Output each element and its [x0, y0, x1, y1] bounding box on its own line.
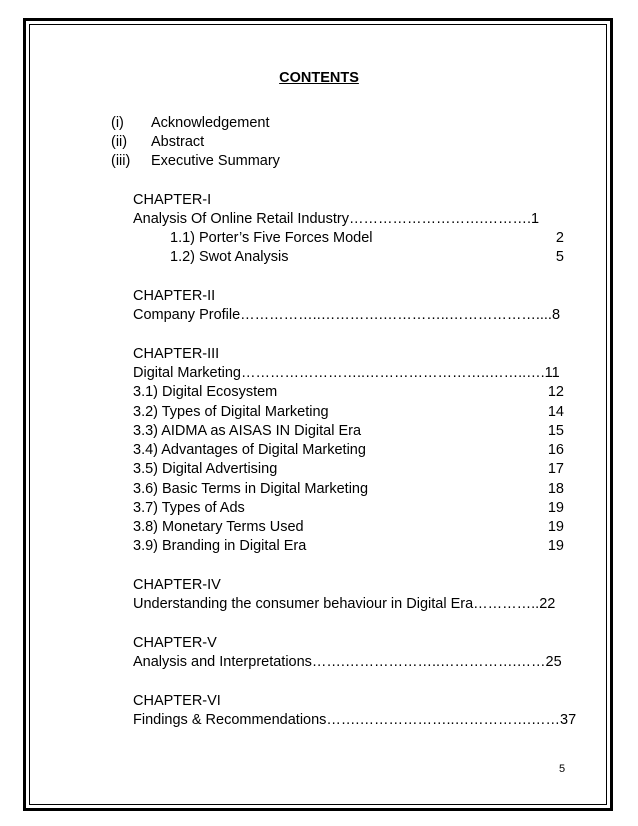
chapter-title: Analysis Of Online Retail Industry……………………….……….1 — [133, 211, 540, 227]
chapter-heading: CHAPTER-II — [133, 288, 216, 304]
front-matter-label: Abstract — [151, 134, 205, 150]
chapter-heading: CHAPTER-IV — [133, 577, 221, 593]
chapter-heading: CHAPTER-V — [133, 635, 217, 651]
section-page: 15 — [547, 423, 564, 439]
section-label: 3.3) AIDMA as AISAS IN Digital Era — [133, 423, 362, 439]
chapter-heading: CHAPTER-VI — [133, 693, 221, 709]
chapter-title: Analysis and Interpretations…….………………..…………….……25 — [133, 654, 562, 670]
page-title: CONTENTS — [279, 70, 359, 86]
section-label: 3.5) Digital Advertising — [133, 461, 278, 477]
front-matter-label: Executive Summary — [151, 153, 280, 169]
section-label: 3.8) Monetary Terms Used — [133, 519, 304, 535]
section-label: 3.4) Advantages of Digital Marketing — [133, 442, 366, 458]
section-label: 3.7) Types of Ads — [133, 500, 245, 516]
section-page: 5 — [555, 249, 564, 265]
section-label: 1.1) Porter’s Five Forces Model — [170, 230, 373, 246]
section-page: 16 — [547, 442, 564, 458]
section-label: 3.1) Digital Ecosystem — [133, 384, 278, 400]
section-page: 2 — [555, 230, 564, 246]
chapter-heading: CHAPTER-III — [133, 346, 220, 362]
front-matter-label: Acknowledgement — [151, 115, 270, 131]
chapter-title: Understanding the consumer behaviour in Digital Era…………..22 — [133, 596, 556, 612]
front-matter-num: (iii) — [111, 153, 131, 169]
chapter-heading: CHAPTER-I — [133, 192, 212, 208]
page-number: 5 — [559, 763, 566, 775]
front-matter-num: (ii) — [111, 134, 128, 150]
section-page: 19 — [547, 538, 564, 554]
section-label: 1.2) Swot Analysis — [170, 249, 289, 265]
section-label: 3.2) Types of Digital Marketing — [133, 404, 329, 420]
section-page: 18 — [547, 481, 564, 497]
section-label: 3.6) Basic Terms in Digital Marketing — [133, 481, 369, 497]
section-page: 14 — [547, 404, 564, 420]
section-page: 19 — [547, 500, 564, 516]
section-page: 12 — [547, 384, 564, 400]
section-label: 3.9) Branding in Digital Era — [133, 538, 307, 554]
section-page: 17 — [547, 461, 564, 477]
front-matter-num: (i) — [111, 115, 124, 131]
chapter-title: Digital Marketing……………………..……………………..……..….11 — [133, 365, 560, 381]
section-page: 19 — [547, 519, 564, 535]
chapter-title: Company Profile……………..………….…………..………………....8 — [133, 307, 561, 323]
chapter-title: Findings & Recommendations…….………………..…………….……37 — [133, 712, 577, 728]
